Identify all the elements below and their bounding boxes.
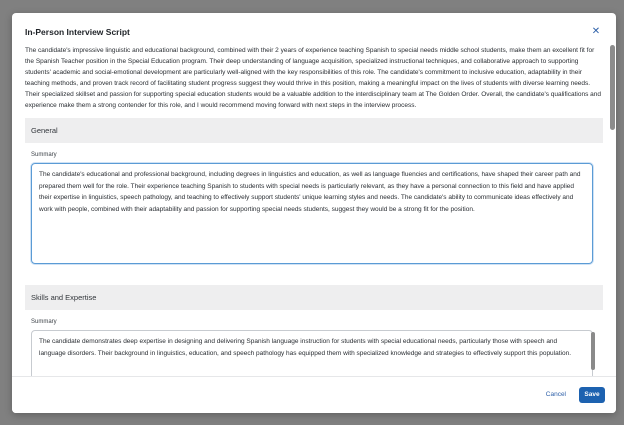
- section-title-general: General: [31, 126, 58, 135]
- dialog-title: In-Person Interview Script: [25, 27, 130, 37]
- dialog-scrollbar[interactable]: [610, 45, 615, 130]
- skills-summary-textarea[interactable]: The candidate demonstrates deep expertise in designing and delivering Spanish language instruction for students with special educational needs, particularly those with speech and language disorders. Their background in linguistics, education, and speech pathology has equipped them with specialized knowledge and strategies to effectively support this population.: [31, 330, 593, 376]
- section-header-general: [25, 118, 603, 143]
- cancel-button[interactable]: Cancel: [545, 391, 566, 398]
- dialog-scroll-area[interactable]: [25, 45, 603, 376]
- interview-script-dialog: [12, 13, 616, 413]
- intro-paragraph: The candidate's impressive linguistic and educational background, combined with their 2 years of experience teaching Spanish to special needs middle school students, make them an excellent fit for the Spanish Teacher position in the Special Education program. Their deep understanding of language acquisition, specialized instructional techniques, and collaborative approach to supporting students' academic and social-emotional development are particularly well-aligned with the key responsibilities of this role. The candidate's commitment to inclusive education, adaptability in their teaching methods, and proven track record of facilitating student progress suggest they would thrive in this position, making a meaningful impact on the lives of students with diverse learning needs. Their specialized skillset and passion for supporting special education students would be a valuable addition to the interdisciplinary team at The Golden Order. Overall, the candidate's qualifications and experience make them a strong contender for this role, and I would recommend moving forward with next steps in the interview process.: [25, 47, 601, 109]
- close-icon[interactable]: ✕: [591, 26, 601, 37]
- general-summary-textarea[interactable]: The candidate's educational and professional background, including degrees in linguistics and education, as well as language fluencies and certifications, have shaped their career path and prepared them well for the role. Their experience teaching Spanish to students with special needs is particularly relevant, as they have a personal connection to this field and have applied their expertise in linguistics, speech pathology, and teaching to effectively support students' unique learning styles and needs. The candidate's ability to communicate ideas effectively and work with people, combined with their adaptability and passion for supporting special needs students, suggest they would be a strong fit for the position.: [31, 163, 593, 264]
- skills-summary-label: Summary: [31, 319, 57, 325]
- skills-textarea-scrollbar[interactable]: [591, 332, 595, 370]
- section-header-skills: [25, 285, 603, 310]
- section-title-skills: Skills and Expertise: [31, 293, 97, 302]
- section-body-general: [25, 143, 603, 285]
- general-summary-label: Summary: [31, 152, 57, 158]
- save-button[interactable]: Save: [579, 387, 605, 403]
- dialog-footer: [12, 376, 616, 413]
- section-body-skills: [25, 310, 603, 376]
